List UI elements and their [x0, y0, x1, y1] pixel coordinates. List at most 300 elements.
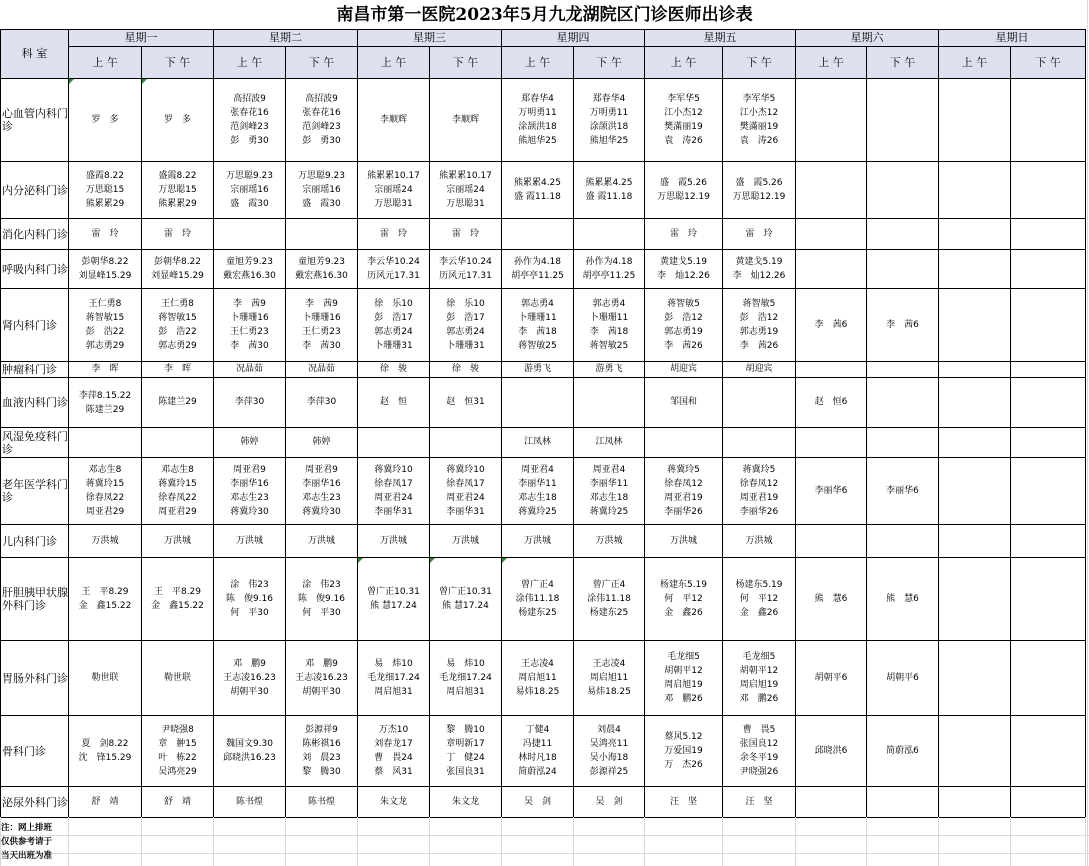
doctor-entry: 彭 浩22: [158, 327, 197, 337]
doctor-entry: 江凤林: [523, 437, 551, 447]
schedule-cell: [1011, 362, 1085, 377]
schedule-cell: [286, 219, 357, 249]
session-label: 下 午: [452, 55, 479, 69]
schedule-cell: [502, 428, 573, 457]
schedule-cell: [723, 525, 795, 557]
comment-marker: [69, 79, 74, 84]
doctor-entry: 戴宏燕16.30: [223, 271, 276, 281]
doctor-entry: 杨建东5.19: [735, 580, 783, 590]
schedule-cell: [430, 716, 501, 786]
doctor-entry: 宗丽瑶24: [446, 185, 485, 195]
am-header: [939, 46, 1010, 78]
doctor-entry: 毛龙细17.24: [439, 673, 492, 683]
doctor-entry: 万洪城: [307, 535, 335, 546]
doctor-entry: 余冬平19: [739, 753, 779, 763]
schedule-cell: [214, 79, 285, 161]
schedule-cell: [723, 378, 795, 427]
day-label: 星期一: [124, 31, 158, 44]
schedule-cell: [502, 525, 573, 557]
doctor-entry: 李 茜18: [589, 327, 629, 337]
dept-name: 风湿免疫科门诊: [2, 429, 68, 456]
doctor-entry: 赵 恒6: [814, 397, 848, 407]
doctor-entry: 李丽华26: [739, 507, 779, 517]
doctor-entry: 周启旭19: [664, 680, 703, 690]
doctor-entry: 金 鑫26: [664, 608, 703, 618]
am-header: [796, 46, 866, 78]
doctor-entry: 徐春凤17: [446, 479, 485, 489]
doctor-entry: 蒋冀玲5: [742, 465, 776, 475]
schedule-cell: [796, 378, 866, 427]
doctor-entry: 蒋冀玲25: [518, 507, 557, 517]
schedule-cell: [939, 378, 1010, 427]
schedule-cell: [358, 787, 429, 817]
schedule-cell: [939, 558, 1010, 640]
schedule-cell: [430, 219, 501, 249]
doctor-entry: 童旭芳9.23: [297, 257, 346, 267]
doctor-entry: 杨建东5.19: [659, 580, 708, 590]
schedule-cell: [645, 289, 722, 361]
sheet-gridline: [68, 817, 69, 866]
doctor-entry: 王志凌4: [521, 659, 554, 669]
doctor-entry: 熊 慧17.24: [370, 601, 417, 611]
session-label: 下 午: [164, 55, 191, 69]
doctor-entry: 盛 霞11.18: [585, 192, 633, 202]
doctor-entry: 李 茜9: [305, 299, 338, 309]
schedule-cell: [939, 428, 1010, 457]
schedule-cell: [574, 289, 644, 361]
dept-name: 血液内科门诊: [2, 396, 68, 409]
doctor-entry: 王志凌4: [592, 659, 626, 669]
doctor-entry: 易炜18.25: [515, 687, 560, 697]
doctor-entry: 万 杰26: [664, 760, 703, 770]
doctor-entry: 卜珊珊16: [230, 313, 269, 323]
doctor-entry: 王仁勇8: [161, 299, 194, 309]
doctor-entry: 熊 慧17.24: [442, 601, 489, 611]
comment-marker: [358, 558, 363, 563]
doctor-entry: 雷 玲: [379, 228, 407, 239]
schedule-cell: [645, 716, 722, 786]
doctor-entry: 李 茜6: [886, 319, 919, 330]
day-header: [69, 29, 213, 46]
doctor-entry: 李 灿12.26: [732, 271, 786, 281]
doctor-entry: 李丽华11: [518, 479, 557, 489]
doctor-entry: 吴小海18: [589, 753, 629, 763]
sheet-gridline: [573, 817, 574, 866]
schedule-cell: [430, 458, 501, 524]
schedule-cell: [502, 250, 573, 288]
dept-name: 呼吸内科门诊: [2, 262, 68, 276]
pm-header: [142, 46, 213, 78]
doctor-entry: 何 平12: [739, 594, 779, 604]
doctor-entry: 朱文龙: [451, 796, 479, 807]
doctor-entry: 邹国和: [669, 397, 697, 407]
doctor-entry: 李萍30: [234, 397, 265, 407]
doctor-entry: 章 翀15: [158, 739, 197, 749]
doctor-entry: 吴鸿亮11: [589, 739, 629, 749]
schedule-cell: [502, 378, 573, 427]
schedule-cell: [939, 716, 1010, 786]
schedule-cell: [69, 289, 141, 361]
doctor-entry: 邓 鹏26: [664, 694, 703, 704]
schedule-cell: [69, 787, 141, 817]
doctor-entry: 卜珊珊16: [302, 313, 341, 323]
doctor-entry: 高招波9: [233, 94, 266, 104]
doctor-entry: 李丽华16: [302, 479, 341, 489]
doctor-entry: 周亚君19: [739, 493, 779, 503]
doctor-entry: 卜珊珊31: [446, 341, 485, 351]
schedule-cell: [796, 428, 866, 457]
schedule-cell: [69, 458, 141, 524]
schedule-cell: [867, 162, 938, 218]
sheet-gridline: [0, 853, 1089, 854]
doctor-entry: 万爱国19: [664, 746, 703, 756]
schedule-cell: [867, 79, 938, 161]
doctor-entry: 袁 涛26: [739, 136, 779, 146]
doctor-entry: 盛霞8.22: [158, 171, 197, 181]
doctor-entry: 彭源祥9: [305, 725, 338, 735]
schedule-cell: [286, 558, 357, 640]
doctor-entry: 魏国文9.30: [225, 739, 274, 749]
schedule-cell: [645, 250, 722, 288]
schedule-cell: [1011, 716, 1085, 786]
day-label: 星期日: [995, 31, 1029, 44]
schedule-cell: [574, 458, 644, 524]
schedule-cell: [645, 458, 722, 524]
dept-cell: [1, 787, 68, 817]
schedule-cell: [939, 787, 1010, 817]
doctor-entry: 高招波9: [305, 94, 338, 104]
schedule-cell: [358, 362, 429, 377]
doctor-entry: 徐 骏: [379, 364, 407, 374]
footnote: [1, 821, 67, 863]
doctor-entry: 樊滿丽19: [664, 122, 703, 132]
doctor-entry: 王 平8.29: [81, 587, 129, 597]
doctor-entry: 卜珊珊11: [518, 313, 557, 323]
schedule-cell: [69, 378, 141, 427]
schedule-cell: [142, 641, 213, 715]
schedule-cell: [574, 641, 644, 715]
doctor-entry: 李丽华26: [664, 507, 703, 517]
doctor-entry: 蒋冀玲15: [158, 479, 197, 489]
doctor-entry: 江小杰12: [664, 108, 703, 118]
pm-header: [286, 46, 357, 78]
doctor-entry: 王仁勇23: [302, 327, 341, 337]
doctor-entry: 熊累累10.17: [367, 171, 420, 181]
schedule-cell: [939, 525, 1010, 557]
doctor-entry: 徐春凤12: [739, 479, 779, 489]
doctor-entry: 彭 勇30: [230, 136, 269, 146]
session-label: 上 午: [380, 55, 407, 69]
schedule-cell: [574, 428, 644, 457]
schedule-cell: [1011, 250, 1085, 288]
doctor-entry: 蒋智敏25: [518, 341, 557, 351]
schedule-cell: [502, 787, 573, 817]
doctor-entry: 蒋冀玲30: [230, 507, 269, 517]
doctor-entry: 邱晓洪16.23: [223, 753, 276, 763]
schedule-cell: [286, 79, 357, 161]
schedule-cell: [867, 250, 938, 288]
schedule-cell: [286, 362, 357, 377]
sheet-gridline: [1085, 817, 1086, 866]
schedule-cell: [939, 362, 1010, 377]
doctor-entry: 曾广正10.31: [439, 587, 492, 597]
dept-cell: [1, 716, 68, 786]
doctor-entry: 郭志勇29: [158, 341, 197, 351]
schedule-cell: [1011, 458, 1085, 524]
schedule-cell: [939, 458, 1010, 524]
doctor-entry: 徐 骏: [451, 364, 479, 374]
doctor-entry: 雷 玲: [91, 228, 119, 239]
doctor-entry: 徐春凤22: [158, 493, 197, 503]
schedule-cell: [645, 558, 722, 640]
schedule-cell: [214, 716, 285, 786]
doctor-entry: 蒋智敏25: [589, 341, 629, 351]
doctor-entry: 舒 靖: [163, 796, 191, 807]
schedule-cell: [430, 428, 501, 457]
doctor-entry: 熊 慧6: [886, 593, 919, 604]
doctor-entry: 赵 恒: [379, 397, 407, 407]
doctor-entry: 涂伟11.18: [587, 594, 631, 604]
doctor-entry: 蒋智敏15: [158, 313, 197, 323]
doctor-entry: 熊累累4.25: [585, 178, 633, 188]
session-label: 上 午: [818, 55, 844, 69]
doctor-entry: 李萍8.15.22: [78, 390, 132, 401]
schedule-cell: [502, 641, 573, 715]
doctor-entry: 李云华10.24: [439, 257, 492, 267]
schedule-cell: [645, 362, 722, 377]
doctor-entry: 刘春龙17: [374, 739, 413, 749]
doctor-entry: 汪 坚: [669, 796, 697, 807]
doctor-entry: 徐春凤17: [374, 479, 413, 489]
doctor-entry: 邓志生18: [589, 493, 629, 503]
doctor-entry: 曾广正4: [592, 580, 626, 590]
doctor-entry: 王志凌16.23: [223, 673, 276, 683]
doctor-entry: 邓志生23: [230, 493, 269, 503]
doctor-entry: 熊累累4.25: [513, 178, 562, 188]
schedule-cell: [1011, 787, 1085, 817]
doctor-entry: 熊累累10.17: [439, 171, 492, 181]
sheet-gridline: [0, 835, 1089, 836]
sheet-gridline: [285, 817, 286, 866]
schedule-cell: [796, 558, 866, 640]
doctor-entry: 张春花16: [302, 108, 341, 118]
doctor-entry: 吴鸿亮29: [158, 767, 197, 777]
doctor-entry: 郭志勇19: [739, 327, 779, 337]
doctor-entry: 郑春华4: [521, 94, 554, 104]
doctor-entry: 朱文龙: [379, 796, 407, 807]
schedule-cell: [645, 787, 722, 817]
dept-name: 泌尿外科门诊: [2, 795, 68, 809]
footnote-line: 当天出班为准: [1, 851, 53, 861]
doctor-entry: 李丽华31: [446, 507, 485, 517]
doctor-entry: 蒋冀玲30: [302, 507, 341, 517]
doctor-entry: 万洪城: [595, 535, 623, 546]
schedule-cell: [69, 525, 141, 557]
schedule-cell: [214, 458, 285, 524]
schedule-cell: [939, 79, 1010, 161]
schedule-cell: [214, 378, 285, 427]
doctor-entry: 王仁勇23: [230, 327, 269, 337]
doctor-entry: 涂颉洪18: [518, 122, 557, 132]
doctor-entry: 黄建戈5.19: [659, 257, 708, 267]
doctor-entry: 邓 鹏9: [233, 659, 266, 669]
doctor-entry: 丁健4: [525, 725, 550, 735]
doctor-entry: 况晶茹: [235, 364, 263, 374]
schedule-cell: [867, 219, 938, 249]
doctor-entry: 彭 勇30: [302, 136, 341, 146]
schedule-cell: [142, 289, 213, 361]
schedule-cell: [939, 641, 1010, 715]
doctor-entry: 万明勇11: [518, 108, 557, 118]
schedule-cell: [142, 250, 213, 288]
doctor-entry: 涂颉洪18: [589, 122, 629, 132]
schedule-cell: [867, 525, 938, 557]
doctor-entry: 毛龙细5: [742, 652, 776, 662]
schedule-cell: [286, 458, 357, 524]
doctor-entry: 万洪城: [745, 535, 773, 546]
schedule-cell: [645, 641, 722, 715]
doctor-entry: 万明勇11: [589, 108, 629, 118]
doctor-entry: 郭志勇29: [85, 341, 125, 351]
doctor-entry: 邓志生8: [88, 465, 122, 475]
schedule-cell: [142, 378, 213, 427]
doctor-entry: 李丽华31: [374, 507, 413, 517]
am-header: [358, 46, 429, 78]
schedule-cell: [69, 79, 141, 161]
doctor-entry: 盛 霞30: [230, 199, 269, 209]
doctor-entry: 樊滿丽19: [739, 122, 779, 132]
schedule-cell: [796, 525, 866, 557]
doctor-entry: 邓 鹏9: [305, 659, 338, 669]
schedule-cell: [142, 716, 213, 786]
doctor-entry: 熊累累29: [158, 199, 197, 209]
doctor-entry: 李丽华16: [230, 479, 269, 489]
dept-name: 肝胆胰甲状腺外科门诊: [2, 586, 68, 612]
schedule-cell: [645, 378, 722, 427]
day-header: [939, 29, 1085, 46]
dept-cell: [1, 641, 68, 715]
session-label: 上 午: [524, 55, 551, 69]
schedule-cell: [142, 558, 213, 640]
pm-header: [430, 46, 501, 78]
session-label: 下 午: [308, 55, 335, 69]
schedule-cell: [358, 219, 429, 249]
doctor-entry: 邱晓洪6: [814, 745, 848, 756]
dept-cell: [1, 428, 68, 457]
schedule-cell: [69, 219, 141, 249]
doctor-entry: 郭志勇24: [374, 327, 413, 337]
doctor-entry: 周亚君29: [85, 507, 125, 517]
schedule-cell: [796, 219, 866, 249]
page-title: 南昌市第一医院2023年5月九龙湖院区门诊医师出诊表: [336, 5, 753, 25]
doctor-entry: 盛 霞11.18: [514, 192, 561, 202]
session-label: 下 午: [746, 55, 772, 69]
doctor-entry: 熊累累29: [85, 199, 125, 209]
doctor-entry: 盛 霞5.26: [735, 178, 783, 188]
doctor-entry: 陈建兰29: [158, 397, 197, 407]
footnote-line: 注：网上排班: [1, 823, 53, 833]
am-header: [502, 46, 573, 78]
schedule-cell: [430, 162, 501, 218]
doctor-entry: 游勇飞: [595, 364, 623, 374]
doctor-entry: 万思聪12.19: [732, 192, 786, 202]
comment-marker: [502, 558, 507, 563]
doctor-entry: 李 茜30: [230, 341, 269, 351]
schedule-cell: [502, 219, 573, 249]
doctor-entry: 尹晓强26: [739, 767, 779, 777]
doctor-entry: 林时凡18: [518, 753, 557, 763]
schedule-cell: [867, 716, 938, 786]
sheet-gridline: [357, 817, 358, 866]
schedule-cell: [574, 79, 644, 161]
doctor-entry: 蔡风5.12: [664, 732, 703, 742]
doctor-entry: 李 晖: [163, 364, 191, 374]
doctor-entry: 蒋智敏15: [85, 313, 125, 323]
schedule-cell: [214, 787, 285, 817]
doctor-entry: 罗 多: [91, 114, 119, 125]
doctor-entry: 彭朝华8.22: [81, 257, 129, 267]
schedule-cell: [796, 162, 866, 218]
doctor-entry: 李丽华6: [814, 485, 848, 496]
doctor-entry: 宗丽瑶16: [230, 185, 269, 195]
dept-header-label: 科 室: [21, 47, 48, 60]
schedule-cell: [645, 428, 722, 457]
doctor-entry: 黎 腾30: [302, 767, 341, 777]
doctor-entry: 盛 霞5.26: [659, 178, 708, 188]
doctor-entry: 彭 浩17: [446, 313, 485, 323]
schedule-cell: [1011, 162, 1085, 218]
doctor-entry: 徐春凤12: [664, 479, 703, 489]
schedule-cell: [69, 558, 141, 640]
doctor-entry: 罗 多: [163, 114, 191, 125]
doctor-entry: 周启旭11: [589, 673, 629, 683]
schedule-cell: [430, 378, 501, 427]
schedule-cell: [358, 378, 429, 427]
doctor-entry: 李 灿12.26: [657, 271, 710, 281]
schedule-cell: [502, 362, 573, 377]
doctor-entry: 李 茜9: [233, 299, 266, 309]
doctor-entry: 胡迎宾: [745, 364, 773, 374]
doctor-entry: 万洪城: [451, 535, 479, 546]
doctor-entry: 勒世联: [91, 672, 119, 683]
schedule-cell: [69, 162, 141, 218]
schedule-cell: [286, 787, 357, 817]
dept-name: 骨科门诊: [2, 744, 46, 758]
doctor-entry: 韩婷: [240, 437, 259, 447]
schedule-cell: [502, 716, 573, 786]
schedule-cell: [574, 558, 644, 640]
doctor-entry: 戴宏燕16.30: [295, 271, 348, 281]
schedule-cell: [358, 558, 429, 640]
doctor-entry: 勒世联: [163, 672, 191, 683]
doctor-entry: 张国良12: [739, 739, 779, 749]
schedule-cell: [939, 250, 1010, 288]
dept-cell: [1, 558, 68, 640]
am-header: [69, 46, 141, 78]
dept-name: 内分泌科门诊: [2, 183, 68, 197]
doctor-entry: 熊旭华25: [518, 136, 557, 146]
schedule-cell: [723, 716, 795, 786]
dept-name: 肾内科门诊: [2, 318, 57, 332]
doctor-entry: 彭 浩22: [85, 327, 125, 337]
doctor-entry: 万思聪31: [374, 199, 413, 209]
doctor-entry: 雷 玲: [451, 228, 479, 239]
doctor-entry: 蒋智敏5: [742, 299, 776, 309]
day-label: 星期二: [269, 31, 302, 44]
schedule-cell: [430, 641, 501, 715]
am-header: [645, 46, 722, 78]
schedule-cell: [723, 79, 795, 161]
